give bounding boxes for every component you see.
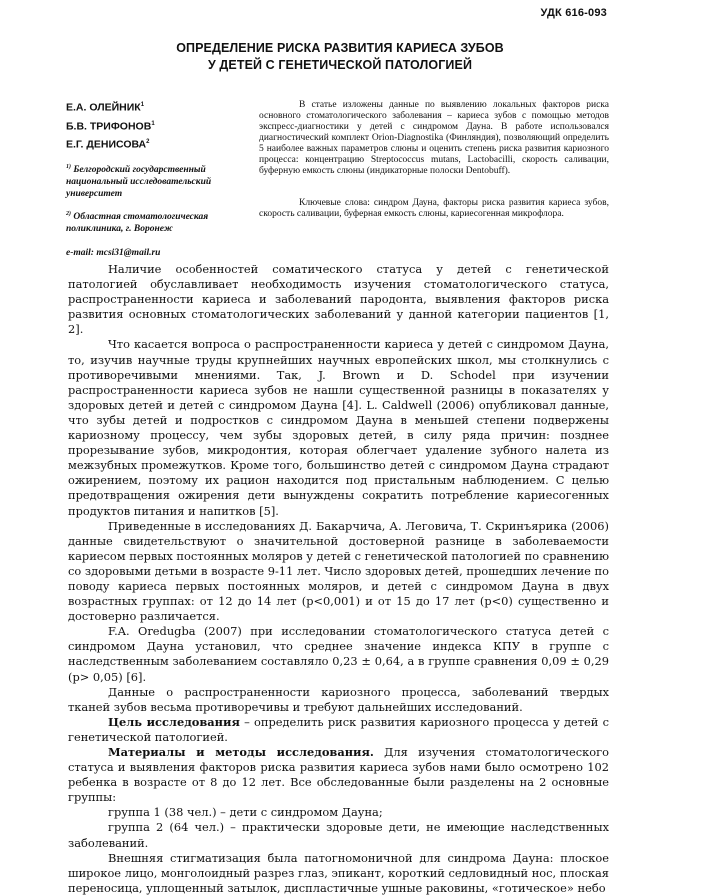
title-line-1: ОПРЕДЕЛЕНИЕ РИСКА РАЗВИТИЯ КАРИЕСА ЗУБОВ — [176, 41, 504, 55]
paragraph-stigmata: Внешняя стигматизация была патогномоничной для синдрома Дауна: плоское широкое лицо, монголоидный разрез глаз, эпикант, короткий седловидный нос, плоская переносица, уплощенный затылок, диспластичные ушные раковины, «готическое» небо — [68, 850, 609, 895]
group-2-item: группа 2 (64 чел.) – практически здоровые дети, не имеющие наследственных заболеваний. — [68, 820, 609, 850]
paragraph-goal: Цель исследования – определить риск развития кариозного процесса у детей с генетической патологией. — [68, 714, 610, 744]
affiliation-2: $^{2)}$ Областная стоматологическая поликлиника, г. Воронеж — [66, 210, 209, 234]
paragraph-1: Наличие особенностей соматического статуса у детей с генетической патологией обуславливает необходимость изучения стоматологического статуса, распространенности кариеса и заболеваний пародонта, выявления факторов риска развития основных стоматологических заболеваний у данной категории пациентов [1, 2]. — [68, 262, 609, 337]
article-title — [120, 40, 560, 74]
udk-code: УДК 616-093 — [540, 7, 607, 19]
article-body — [68, 262, 609, 896]
author-2: Б.В. ТРИФОНОВ$^1$ — [66, 120, 155, 132]
keywords: Ключевые слова: синдром Дауна, факторы риска развития кариеса зубов, скорость саливации, буферная емкость слюны, кариесогенная микрофлора. — [259, 198, 609, 219]
goal-heading: Цель исследования — [108, 714, 240, 729]
paragraph-5: Данные о распространенности кариозного процесса, заболеваний твердых тканей зубов весьма противоречивы и требуют дальнейших исследований. — [68, 684, 609, 714]
author-3: Е.Г. ДЕНИСОВА$^2$ — [66, 138, 150, 151]
paragraph-4: F.A. Oredugba (2007) при исследовании стоматологического статуса детей с синдромом Дауна установил, что среднее значение индекса КПУ в группе с наследственным заболеванием составляло 0,23 ± 0,64, а в группе сравнения 0,09 ± 0,29 (p> 0,05) [6]. — [68, 624, 609, 684]
author-email: e-mail: mcsi31@mail.ru — [66, 247, 161, 258]
paragraph-2: Что касается вопроса о распространенности кариеса у детей с синдромом Дауна, то, изучив научные труды крупнейших научных европейских школ, мы столкнулись с противоречивыми мнениями. Так, J. Brown и D. Schodel при изучении распространенности кариеса зубов не нашли существенной разницы в показателях у здоровых детей и детей с синдромом Дауна [4]. L. Caldwell (2006) опубликовал данные, что зубы детей и подростков с синдромом Дауна в меньшей степени подвержены кариозному процессу, чем зубы здоровых детей, в силу ряда причин: позднее прорезывание зубов, микродонтия, которая облегчает удаление зубного налета из межзубных промежутков. Кроме того, большинство детей с синдромом Дауна страдают ожирением, поэтому их рацион находится под пристальным наблюдением. С целью предотвращения ожирения дети вынуждены сократить потребление кариесогенных продуктов питания и напитков [5]. — [68, 337, 609, 518]
author-1: Е.А. ОЛЕЙНИК$^1$ — [66, 101, 145, 114]
title-line-2: У ДЕТЕЙ С ГЕНЕТИЧЕСКОЙ ПАТОЛОГИЕЙ — [207, 58, 473, 72]
methods-heading: Материалы и методы исследования. — [108, 745, 374, 759]
affiliation-1: $^{1)}$ Белгородский государственный национальный исследовательский университет — [66, 163, 212, 199]
paragraph-3: Приведенные в исследованиях Д. Бакарчича, А. Леговича, Т. Скринъярика (2006) данные свидетельствуют о значительной достоверной разнице в заболеваемости кариесом первых постоянных моляров у детей с генетической патологией по сравнению со здоровыми детьми в возрасте 9-11 лет. Число здоровых детей, прошедших лечение по поводу кариеса первых постоянных моляров, и детей с синдромом Дауна в двух возрастных группах: от 12 до 14 лет (p<0,001) и от 15 до 17 лет (p<0) существенно и достоверно различается. — [68, 518, 609, 624]
paragraph-methods: Материалы и методы исследования. Для изучения стоматологического статуса и выявления факторов риска развития кариеса зубов нами было осмотрено 102 ребенка в возрасте от 8 до 12 лет. Все обследованные были разделены на 2 основные группы: — [68, 745, 609, 805]
author-block — [66, 97, 256, 259]
abstract: В статье изложены данные по выявлению локальных факторов риска основного стоматологического заболевания – кариеса зубов с помощью методов экспресс-диагностики у детей с синдромом Дауна. В работе использовался диагностический комплект Orion-Diagnostika (Финляндия), позволяющий определить 5 наиболее важных параметров слюны и оценить степень риска развития кариозного процесса: концентрацию Streptococcus mutans, Lactobacilli, скорость саливации, буферную емкость слюны (индикаторные полоски Dentobuff). — [259, 100, 609, 176]
group-1-item: группа 1 (38 чел.) – дети с синдромом Дауна; — [108, 805, 383, 820]
